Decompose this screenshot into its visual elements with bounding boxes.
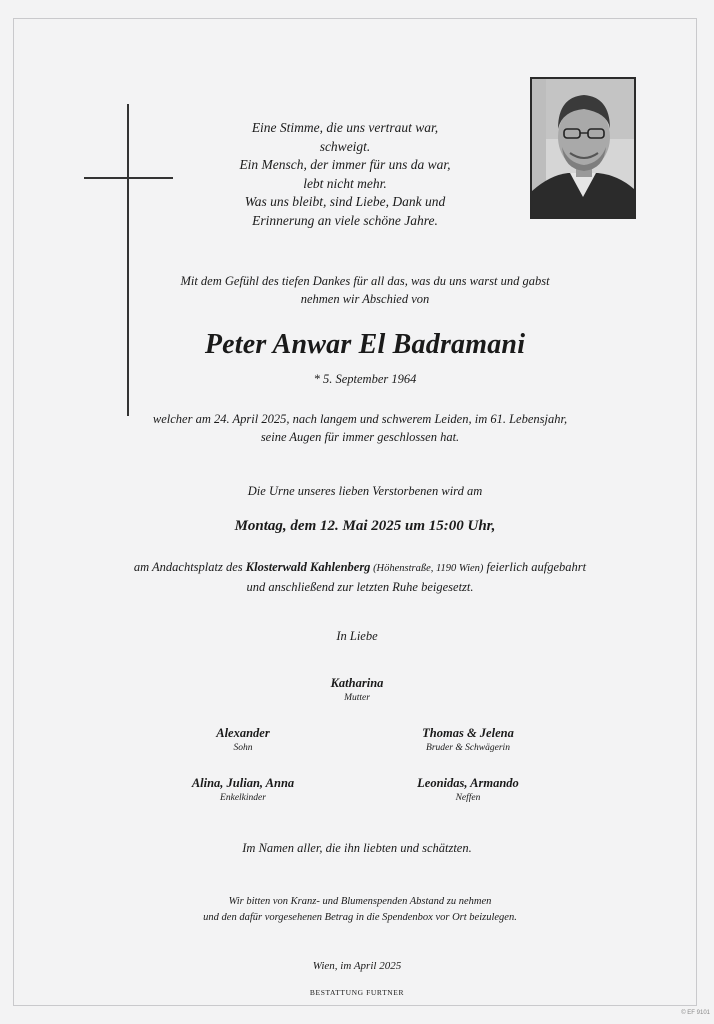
undertaker-name: BESTATTUNG FURTNER (309, 988, 405, 997)
mourner-relation: Enkelkinder (220, 793, 266, 803)
cross-icon (127, 104, 129, 416)
mourner-relation: Mutter (344, 693, 370, 703)
cross-icon-bar (84, 177, 173, 179)
intro-line: nehmen wir Abschied von (300, 292, 430, 306)
mourner-name: Katharina (330, 676, 384, 690)
place-address: (Höhenstraße, 1190 Wien) (370, 563, 484, 574)
death-line: seine Augen für immer geschlossen hat. (260, 430, 460, 444)
mourner-name: Leonidas, Armando (417, 776, 519, 790)
in-love-label: In Liebe (336, 629, 378, 643)
ceremony-place (90, 558, 630, 596)
death-notice (110, 410, 610, 446)
ceremony-date: Montag, dem 12. Mai 2025 um 15:00 Uhr, (234, 518, 496, 534)
mourner-name: Alexander (216, 726, 270, 740)
donation-notice (110, 894, 610, 925)
mourner-brother (368, 726, 568, 753)
portrait-photo (530, 77, 636, 219)
place-venue: Klosterwald Kahlenberg (245, 560, 371, 574)
place-and-date: Wien, im April 2025 (312, 960, 402, 972)
intro-line: Mit dem Gefühl des tiefen Dankes für all das, was du uns warst und gabst (180, 274, 550, 288)
closing-line: Im Namen aller, die ihn liebten und schätzten. (242, 841, 472, 855)
poem-line: Eine Stimme, die uns vertraut war, (251, 120, 439, 135)
mourner-son (143, 726, 343, 753)
place-pre: am Andachtsplatz des (133, 560, 246, 574)
poem-line: Was uns bleibt, sind Liebe, Dank und (244, 194, 446, 209)
place-post: feierlich aufgebahrt (483, 560, 587, 574)
farewell-intro (120, 272, 610, 308)
place-line-1 (90, 558, 630, 578)
mourner-relation: Neffen (455, 793, 481, 803)
notice-line: und den dafür vorgesehenen Betrag in die Spendenbox vor Ort beizulegen. (203, 911, 517, 923)
notice-line: Wir bitten von Kranz- und Blumenspenden Abstand zu nehmen (228, 896, 492, 907)
poem-line: Erinnerung an viele schöne Jahre. (252, 212, 438, 228)
urn-announcement: Die Urne unseres lieben Verstorbenen wird am (247, 484, 483, 498)
deceased-name: Peter Anwar El Badramani (204, 329, 526, 360)
poem-line: lebt nicht mehr. (303, 175, 387, 191)
mourner-relation: Sohn (233, 743, 253, 753)
mourner-relation: Bruder & Schwägerin (426, 743, 510, 753)
mourner-mother (257, 676, 457, 703)
place-line-2: und anschließend zur letzten Ruhe beigesetzt. (246, 580, 474, 594)
mourner-nephews (368, 776, 568, 803)
poem-line: Ein Mensch, der immer für uns da war, (239, 157, 451, 172)
poem-line: schweigt. (319, 138, 371, 154)
mourner-name: Thomas & Jelena (422, 726, 514, 740)
birth-date: * 5. September 1964 (313, 372, 417, 386)
death-line: welcher am 24. April 2025, nach langem und schwerem Leiden, im 61. Lebensjahr, (152, 412, 568, 426)
mourner-grandchildren (143, 776, 343, 803)
mourner-name: Alina, Julian, Anna (191, 776, 295, 790)
memorial-poem (200, 119, 490, 230)
corner-code: © EF 9101 (681, 1010, 710, 1016)
